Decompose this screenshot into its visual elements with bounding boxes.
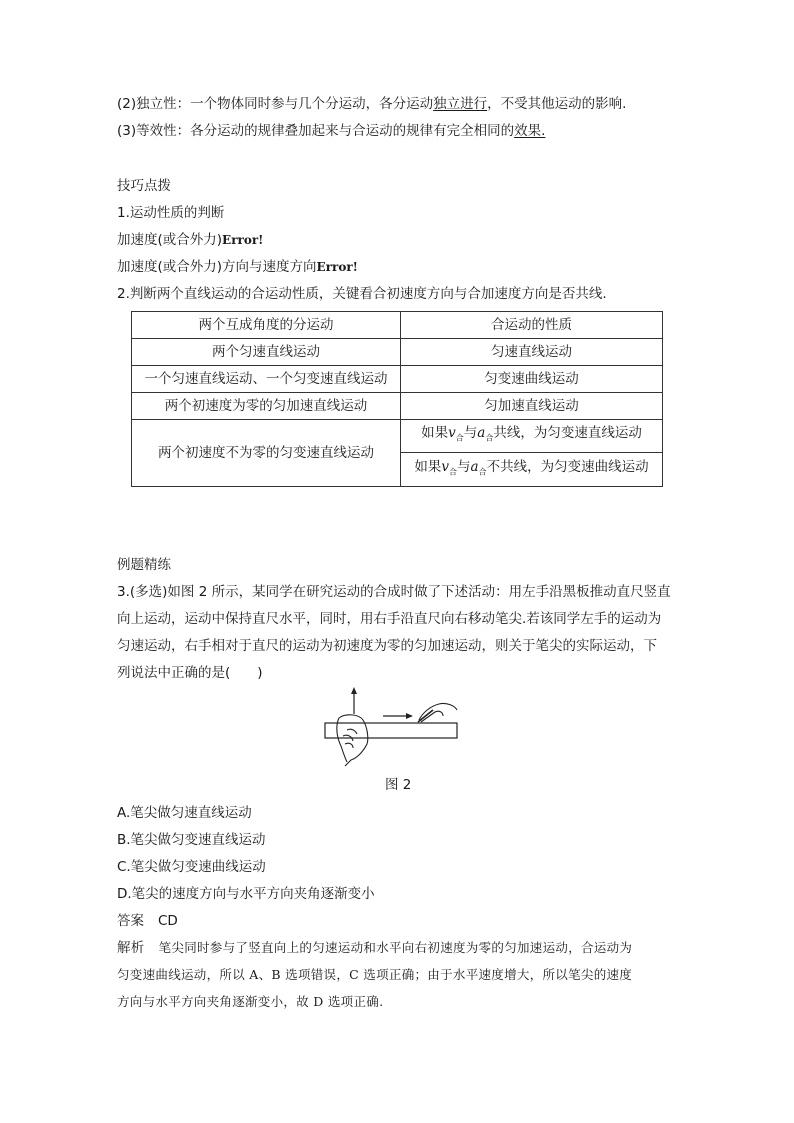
right-hand [419,703,457,722]
figure-caption: 图 2 [385,777,412,793]
question-line-3: 匀速运动，右手相对于直尺的运动为初速度为零的匀加速运动，则关于笔尖的实际运动，下 [117,638,657,654]
table-cell: 如果$v_合$与$a_合$不共线，为匀变速曲线运动 [401,452,663,487]
up-arrow-head [351,687,357,694]
tips-line-a-error: Error! [222,233,264,247]
independence-text: (2)独立性：一个物体同时参与几个分运动，各分运动 [117,96,434,112]
table-cell: 两个匀速直线运动 [132,339,401,366]
option-b: B.笔尖做匀变速直线运动 [117,832,266,848]
table-row [132,393,663,420]
tips-line-b [117,257,358,277]
tips-item-1: 1.运动性质的判断 [117,205,225,221]
explanation-line-3: 方向与水平方向夹角逐渐变小，故 D 选项正确. [117,994,384,1009]
tips-line-b-error: Error! [316,260,358,274]
question-line-2: 向上运动，运动中保持直尺水平，同时，用右手沿直尺向右移动笔尖.若该同学左手的运动为 [117,611,662,627]
question-line-4: 列说法中正确的是( ) [117,665,263,681]
ruler-hand-figure [317,686,461,768]
tips-item-2: 2.判断两个直线运动的合运动性质，关键看合初速度方向与合加速度方向是否共线. [117,286,607,302]
equivalence-line [117,121,545,141]
explanation-line-2: 匀变速曲线运动，所以 A、B 选项错误，C 选项正确；由于水平速度增大，所以笔尖的速度 [117,967,633,982]
option-d: D.笔尖的速度方向与水平方向夹角逐渐变小 [117,886,375,902]
tips-line-b-text: 加速度(或合外力)方向与速度方向 [117,259,317,275]
independence-line [117,94,626,114]
table-cell: 两个初速度为零的匀加速直线运动 [132,393,401,420]
table-header-cell: 合运动的性质 [401,312,663,339]
table-cell: 两个初速度不为零的匀变速直线运动 [132,420,401,487]
independence-tail: ，不受其他运动的影响. [487,96,627,112]
table-row [132,339,663,366]
table-cell: 如果$v_合$与$a_合$共线，为匀变速直线运动 [401,420,663,453]
tips-line-a-text: 加速度(或合外力) [117,232,223,248]
tips-line-a [117,230,263,250]
answer-value: CD [158,913,178,929]
motion-properties-table [131,311,663,487]
explanation-line-1 [117,938,632,958]
table-row [132,420,663,453]
table-cell: 匀加速直线运动 [401,393,663,420]
tips-heading: 技巧点拨 [117,178,171,194]
answer-label: 答案 [117,913,144,929]
explanation-label: 解析 [117,940,145,955]
equivalence-underlined: 效果. [514,123,546,139]
option-c: C.笔尖做匀变速曲线运动 [117,859,266,875]
equivalence-text: (3)等效性：各分运动的规律叠加起来与合运动的规律有完全相同的 [117,123,515,139]
explanation-text-1: 笔尖同时参与了竖直向上的匀速运动和水平向右初速度为零的匀加速运动，合运动为 [158,940,633,955]
independence-underlined: 独立进行 [433,96,488,112]
table-header-cell: 两个互成角度的分运动 [132,312,401,339]
question-line-1: 3.(多选)如图 2 所示，某同学在研究运动的合成时做了下述活动：用左手沿黑板推动直尺竖直 [117,584,671,600]
answer-line [117,911,178,931]
table-header-row [132,312,663,339]
table-cell: 匀变速曲线运动 [401,366,663,393]
table-cell: 匀速直线运动 [401,339,663,366]
table-row [132,366,663,393]
option-a: A.笔尖做匀速直线运动 [117,805,252,821]
example-heading: 例题精练 [117,557,171,573]
table-cell: 一个匀速直线运动、一个匀变速直线运动 [132,366,401,393]
right-arrow-head [406,713,413,719]
